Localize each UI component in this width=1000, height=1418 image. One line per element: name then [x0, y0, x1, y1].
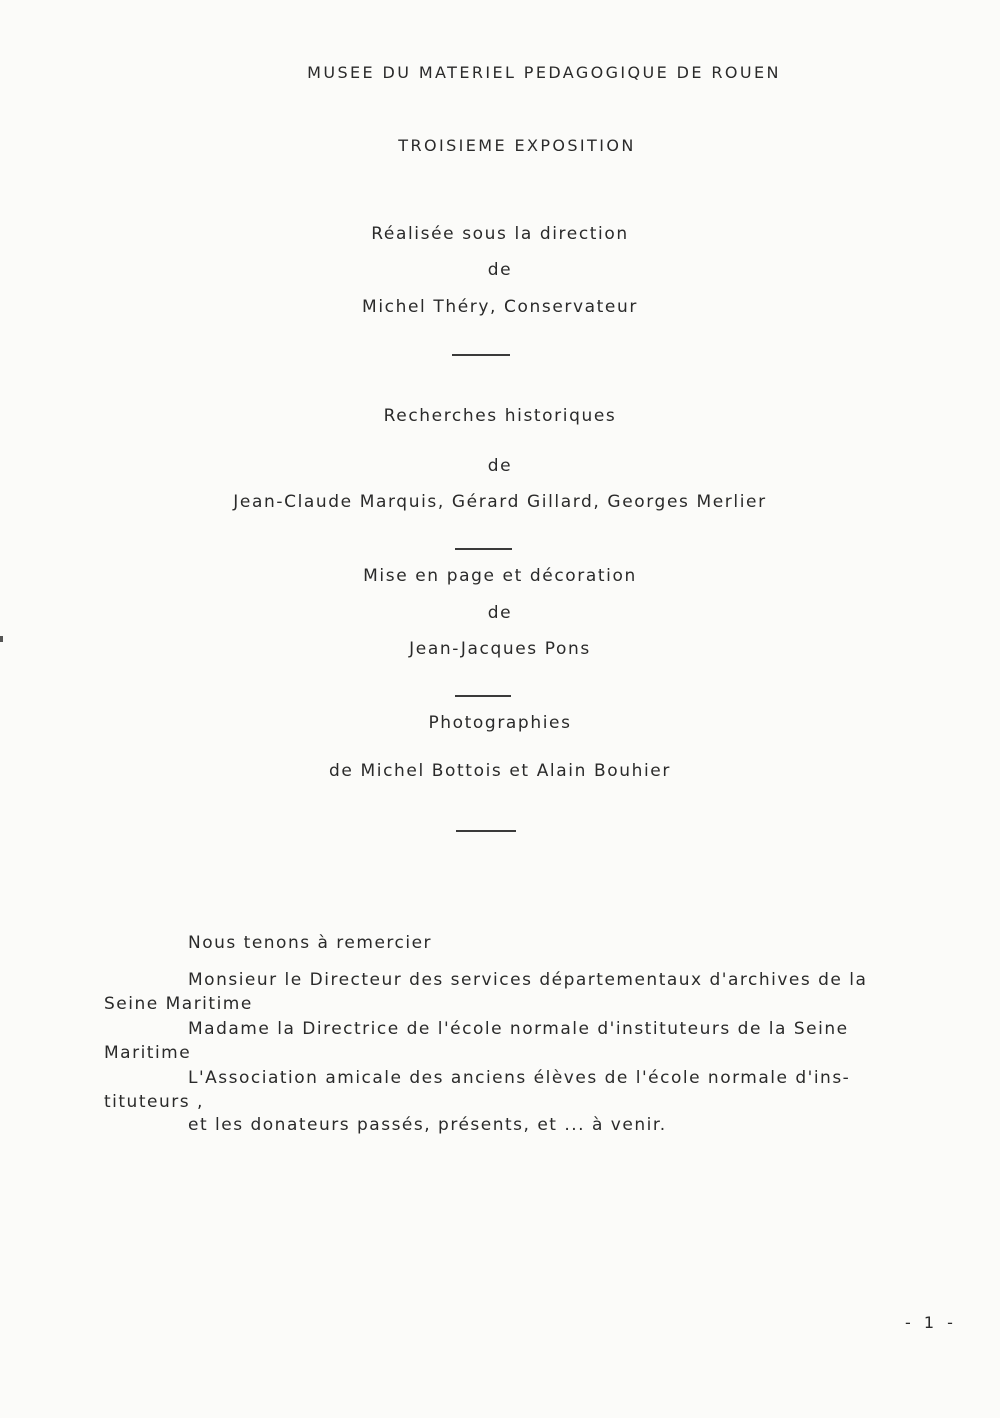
exhibition-title: TROISIEME EXPOSITION [398, 136, 636, 155]
photo-label: Photographies [428, 713, 572, 733]
thanks-line-archives: Monsieur le Directeur des services départementaux d'archives de la [188, 970, 868, 990]
thanks-line-association: L'Association amicale des anciens élèves de l'école normale d'ins- [188, 1068, 851, 1088]
thanks-intro: Nous tenons à remercier [188, 933, 433, 953]
separator-rule [455, 548, 512, 550]
thanks-line-ecole: Madame la Directrice de l'école normale d'instituteurs de la Seine [188, 1019, 849, 1039]
research-label: Recherches historiques [383, 406, 617, 426]
thanks-line-ecole-cont: Maritime [104, 1043, 192, 1063]
thanks-line-donateurs: et les donateurs passés, présents, et ... à venir. [188, 1115, 667, 1135]
scan-mark [0, 636, 3, 642]
direction-name: Michel Théry, Conservateur [362, 297, 638, 317]
photo-names: de Michel Bottois et Alain Bouhier [329, 761, 671, 781]
layout-label: Mise en page et décoration [363, 566, 637, 586]
separator-rule [456, 830, 516, 832]
separator-rule [452, 354, 510, 356]
layout-name: Jean-Jacques Pons [409, 639, 591, 659]
museum-title: MUSEE DU MATERIEL PEDAGOGIQUE DE ROUEN [307, 63, 781, 82]
direction-de: de [487, 260, 513, 280]
research-names: Jean-Claude Marquis, Gérard Gillard, Georges Merlier [233, 492, 767, 512]
page-number: - 1 - [905, 1313, 957, 1332]
direction-label: Réalisée sous la direction [371, 224, 629, 244]
thanks-line-archives-cont: Seine Maritime [104, 994, 253, 1014]
thanks-line-association-cont: tituteurs , [104, 1092, 204, 1112]
layout-de: de [487, 603, 513, 623]
separator-rule [455, 695, 511, 697]
research-de: de [487, 456, 513, 476]
